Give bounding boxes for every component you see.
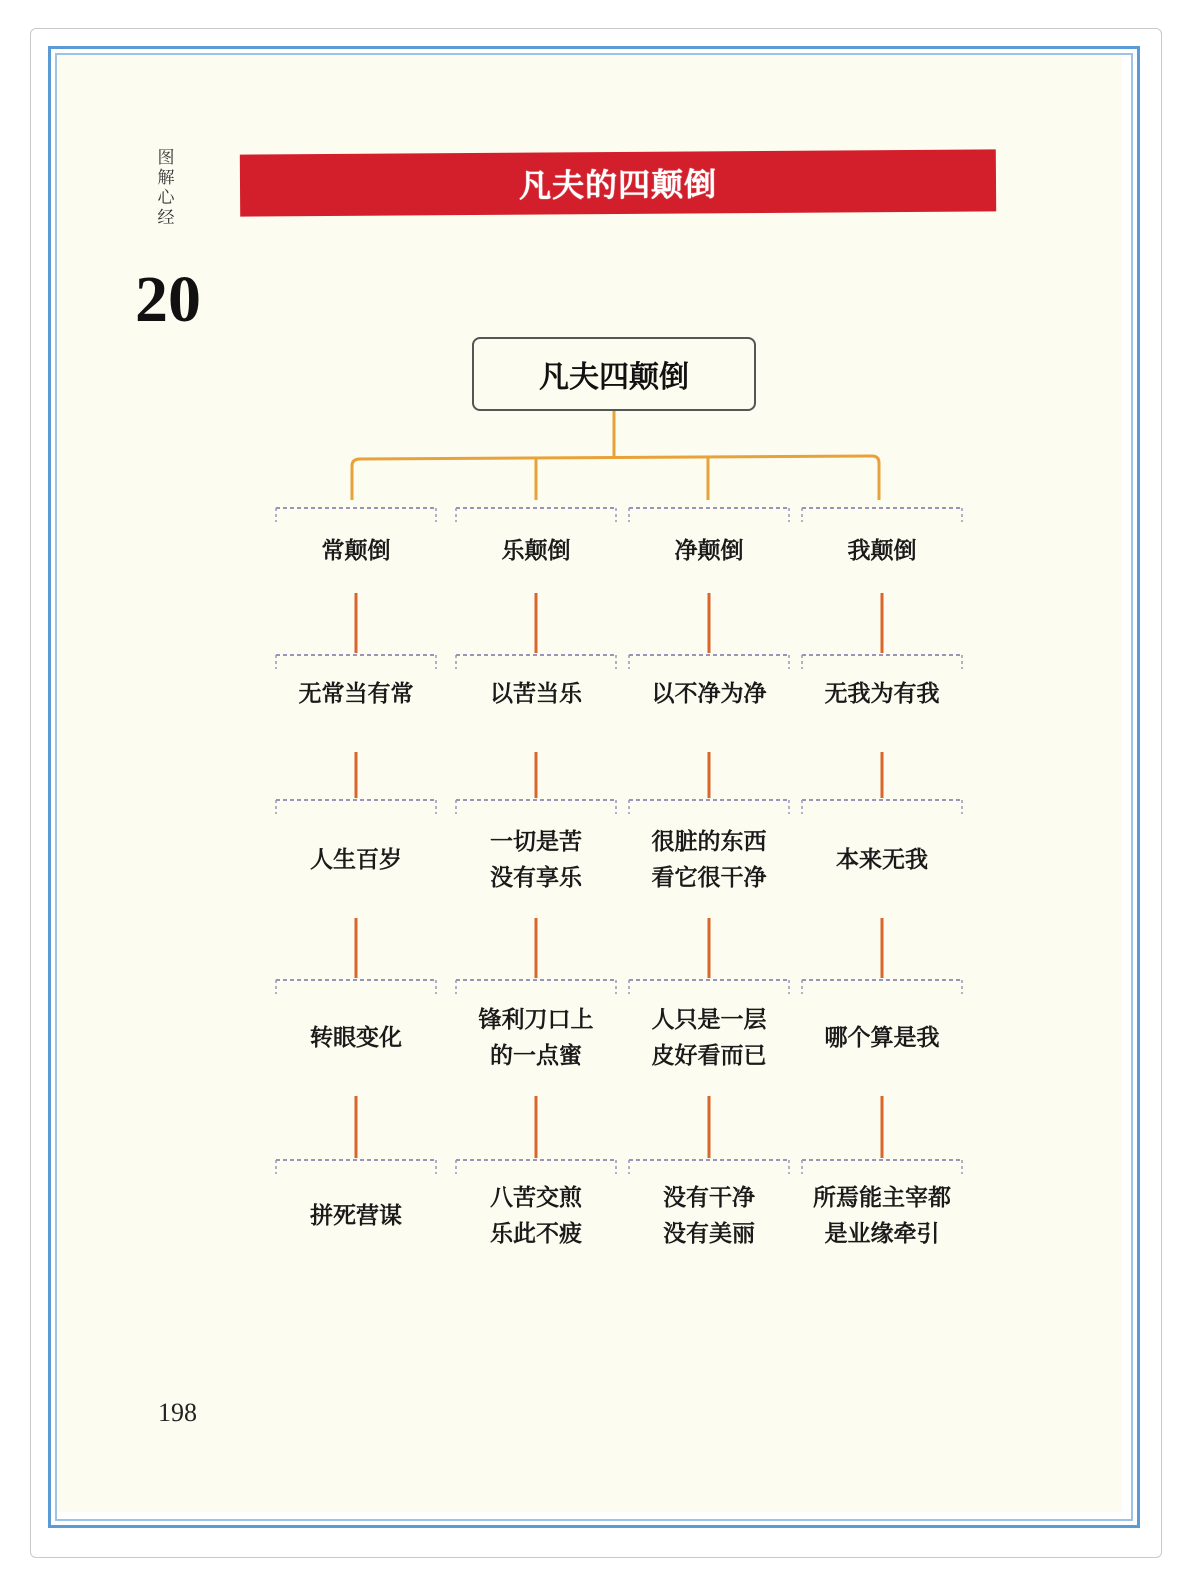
diagram-node: 转眼变化 (310, 1024, 402, 1051)
root-node (472, 337, 756, 411)
diagram-node: 所焉能主宰都 是业缘牵引 (813, 1184, 951, 1247)
diagram-node: 哪个算是我 (824, 1024, 940, 1051)
diagram-node: 无常当有常 (298, 680, 414, 707)
category-label: 净颠倒 (674, 537, 744, 564)
diagram-node: 很脏的东西 看它很干净 (651, 828, 767, 891)
banner-title: 凡夫的四颠倒 (518, 165, 718, 205)
diagram-node: 锋利刀口上 的一点蜜 (478, 1006, 594, 1069)
diagram-node: 八苦交煎 乐此不疲 (490, 1184, 582, 1247)
diagram-node: 人只是一层 皮好看而已 (651, 1006, 767, 1069)
side-label: 图解心经 (157, 148, 175, 228)
diagram-node: 人生百岁 (310, 846, 402, 873)
root-node-label: 凡夫四颠倒 (539, 360, 689, 395)
diagram-node: 以不净为净 (651, 680, 767, 707)
category-label: 乐颠倒 (501, 537, 571, 564)
diagram-node: 拼死营谋 (310, 1202, 402, 1229)
diagram-node: 没有干净 没有美丽 (663, 1184, 755, 1247)
branch-bus (352, 456, 879, 500)
diagram-node: 无我为有我 (824, 680, 940, 707)
category-label: 常颠倒 (321, 537, 391, 564)
page-number: 198 (158, 1398, 197, 1427)
diagram-node: 本来无我 (836, 846, 928, 873)
category-label: 我颠倒 (847, 537, 917, 564)
diagram-node: 一切是苦 没有享乐 (490, 828, 582, 891)
chapter-number: 20 (135, 263, 201, 336)
diagram-node: 以苦当乐 (490, 680, 582, 707)
